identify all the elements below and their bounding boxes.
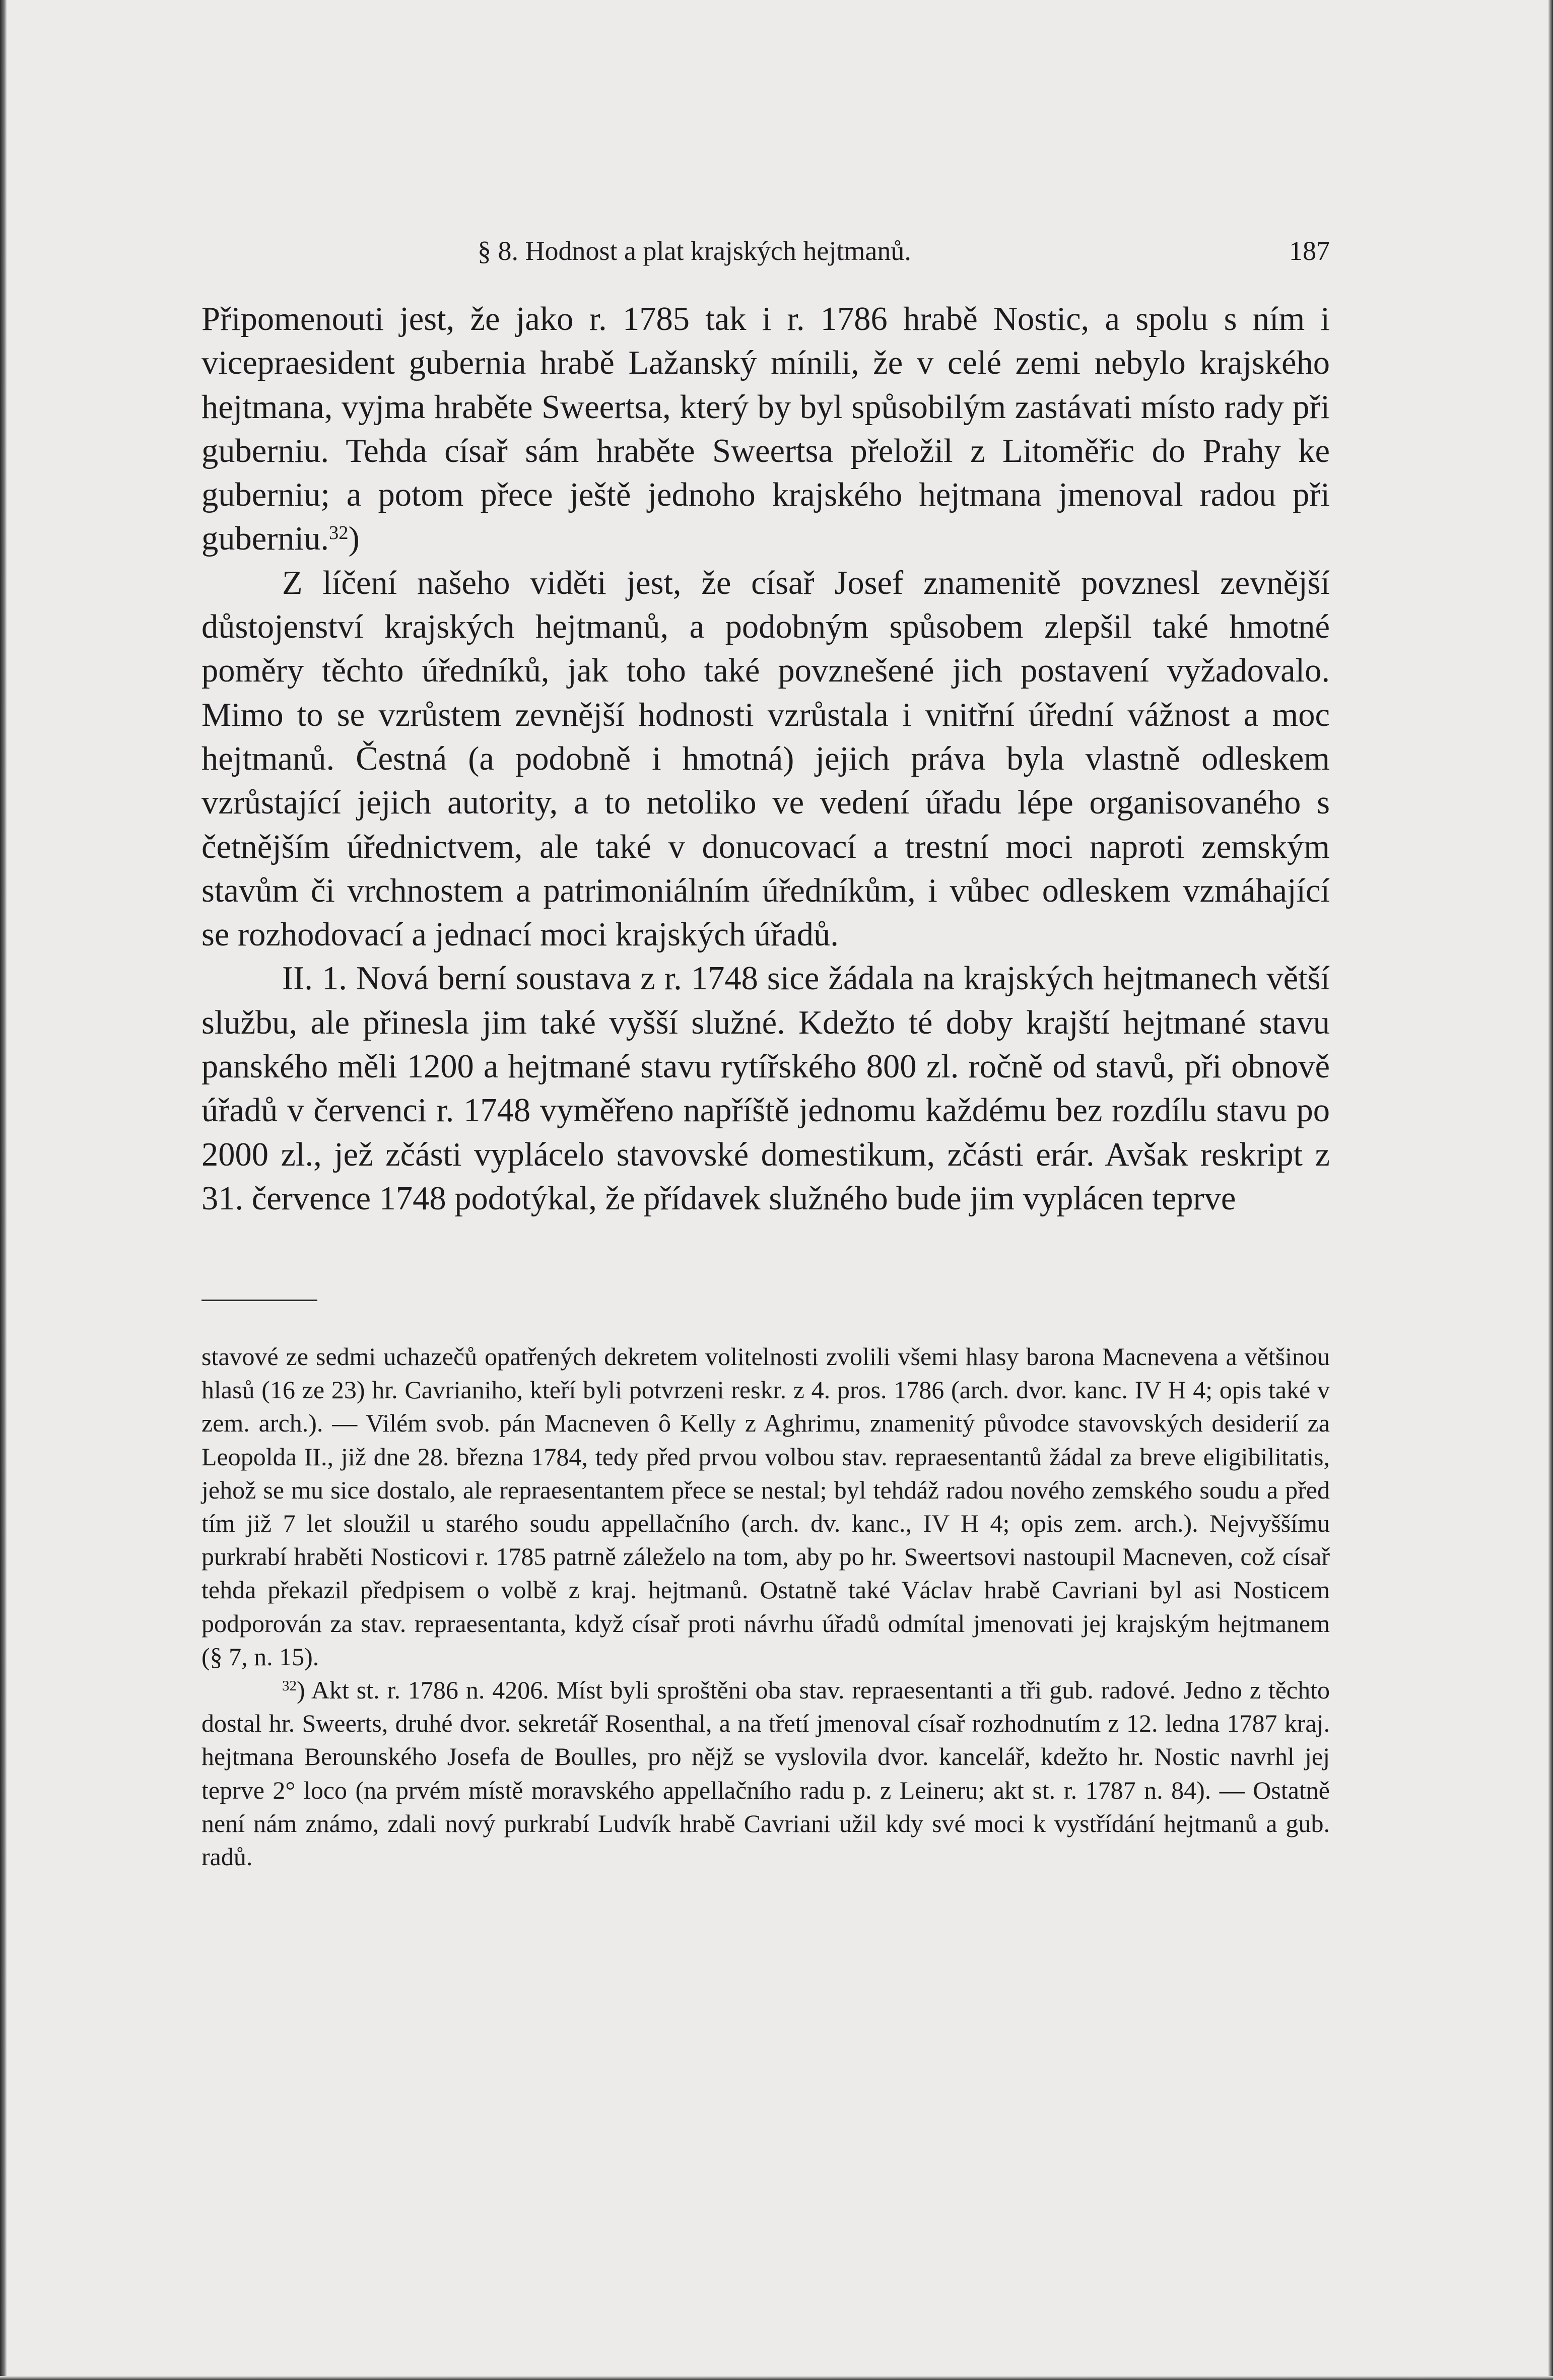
paragraph-2: Z líčení našeho viděti jest, že císař Josef znamenitě povznesl zevnější důstojenství krajských hejtmanů, a podobným spůsobem zlepšil také hmotné poměry těchto úředníků, jak toho také povznešené jich postavení vyžadovalo. Mimo to se vzrůstem zevnější hodnosti vzrůstala i vnitřní úřední vážnost a moc hejtmanů. Čestná (a podobně i hmotná) jejich práva byla vlastně odleskem vzrůstající jejich autority, a to netoliko ve vedení úřadu lépe organisovaného s četnějším úřednictvem, ale také v donucovací a trestní moci naproti zemským stavům či vrchnostem a patrimoniálním úředníkům, i vůbec odleskem vzmáhající se rozhodovací a jednací moci krajských úřadů. [201,564,1330,954]
footnote-separator [201,1300,317,1301]
footnotes [201,1340,1330,1873]
page-edge-left [0,0,7,2380]
page-edge-right [1548,0,1553,2380]
footnote-32 [201,1673,1330,1873]
main-text [201,297,1330,1220]
footnote-ref-close: ) [348,520,360,558]
running-head [201,231,1330,271]
page-edge-bottom [0,2376,1553,2380]
footnote-32-text: Akt st. r. 1786 n. 4206. Míst byli sproštěni oba stav. repraesentanti a tři gub. radové. Jedno z těchto dostal hr. Sweerts, druhé dvor. sekretář Rosenthal, a na třetí jmenoval císař rozhodnutím z 12. ledna 1787 kraj. hejtmana Berounského Josefa de Boulles, pro nějž se vyslovila dvor. kancelář, kdežto hr. Nostic navrhl jej teprve 2° loco (na prvém místě moravského appellačního radu p. z Leineru; akt st. r. 1787 n. 84). — Ostatně není nám známo, zdali nový purkrabí Ludvík hrabě Cavriani užil kdy své moci k vystřídání hejtmanů a gub. radů. [201,1676,1330,1871]
footnote-continuation: stavové ze sedmi uchazečů opatřených dekretem volitelnosti zvolili všemi hlasy barona Macnevena a většinou hlasů (16 ze 23) hr. Cavrianiho, kteří byli potvrzeni reskr. z 4. pros. 1786 (arch. dvor. kanc. IV H 4; opis také v zem. arch.). — Vilém svob. pán Macneven ô Kelly z Aghrimu, znamenitý původce stavovských desiderií za Leopolda II., již dne 28. března 1784, tedy před prvou volbou stav. repraesentantů žádal za breve eligibilitatis, jehož se mu sice dostalo, ale repraesentantem přece se nestal; byl tehdáž radou nového zemského soudu a před tím již 7 let sloužil u starého soudu appellačního (arch. dv. kanc., IV H 4; opis zem. arch.). Nejvyššímu purkrabí hraběti Nosticovi r. 1785 patrně záleželo na tom, aby po hr. Sweertsovi nastoupil Macneven, což císař tehda překazil předpisem o volbě z kraj. hejtmanů. Ostatně také Václav hrabě Cavriani byl asi Nosticem podporován za stav. repraesentanta, když císař proti návrhu úřadů odmítal jmenovati jej krajským hejtmanem (§ 7, n. 15). [201,1342,1330,1671]
page-number: 187 [1289,236,1330,266]
paragraph-1-text: Připomenouti jest, že jako r. 1785 tak i r. 1786 hrabě Nostic, a spolu s ním i vicepraesident gubernia hrabě Lažanský mínili, že v celé zemi nebylo krajského hejtmana, vyjma hraběte Sweertsa, který by byl spůsobilým zastávati místo rady při guberniu. Tehda císař sám hraběte Sweertsa přeložil z Litoměřic do Prahy ke guberniu; a potom přece ještě jednoho krajského hejtmana jmenoval radou při guberniu. [201,301,1330,558]
running-title: § 8. Hodnost a plat krajských hejtmanů. [478,236,911,266]
footnote-32-mark-close: ) [297,1676,305,1705]
footnote-ref-32: 32 [329,522,349,544]
paragraph-1 [201,297,1330,561]
paragraph-3: II. 1. Nová berní soustava z r. 1748 sice žádala na krajských hejtmanech větší službu, ale přinesla jim také vyšší služné. Kdežto té doby krajští hejtmané stavu panského měli 1200 a hejtmané stavu rytířského 800 zl. ročně od stavů, při obnově úřadů v červenci r. 1748 vyměřeno napříště jednomu každému bez rozdílu stavu po 2000 zl., jež zčásti vyplácelo stavovské domestikum, zčásti erár. Avšak reskript z 31. července 1748 podotýkal, že přídavek služného bude jim vyplácen teprve [201,960,1330,1217]
footnote-32-mark: 32 [282,1678,297,1694]
